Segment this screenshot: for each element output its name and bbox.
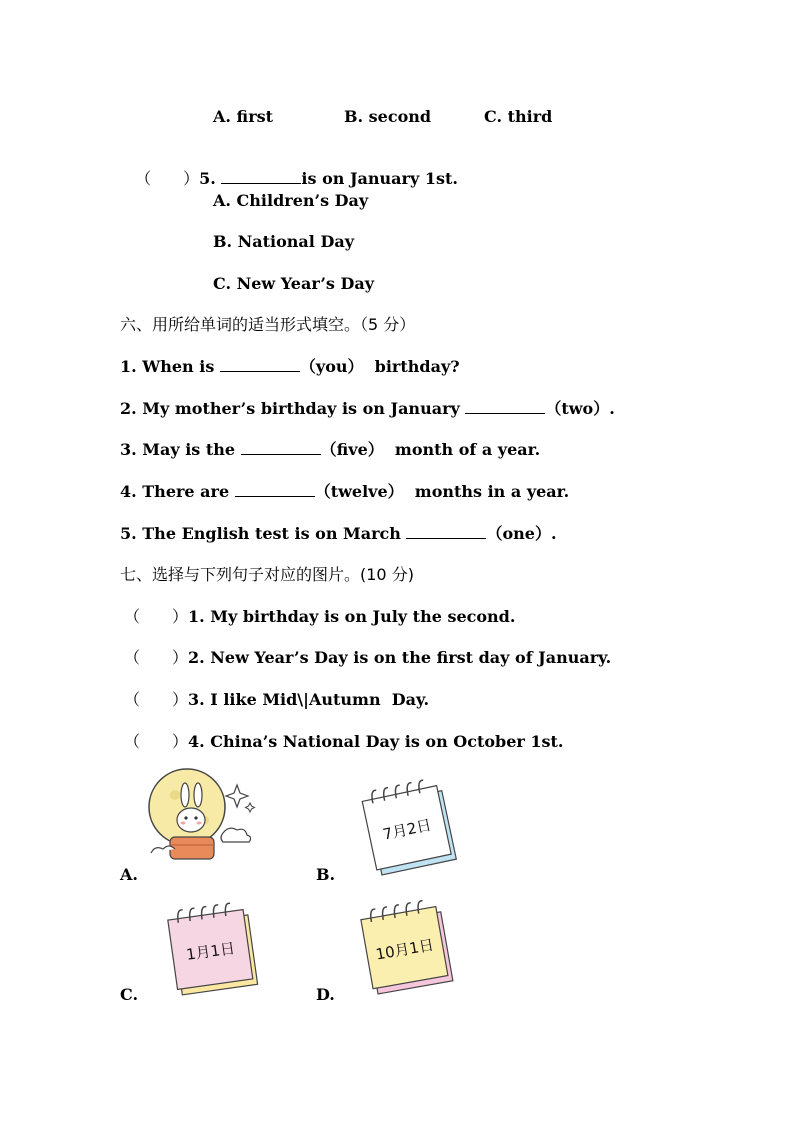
section6-item: 2. My mother’s birthday is on January （two）. [120,399,615,418]
answer-blank[interactable] [465,399,545,414]
q4-option-a: A. first [213,107,274,126]
q5-option-b: B. National Day [213,232,354,251]
section7-item: （ ）1. My birthday is on July the second. [124,607,516,626]
q4-option-c: C. third [484,107,553,126]
section6-title: 六、用所给单词的适当形式填空。（5 分） [120,315,416,334]
q4-option-b: B. second [344,107,432,126]
section7-item: （ ）2. New Year’s Day is on the first day of January. [124,648,612,667]
calendar-date: 10月1日 [374,935,436,964]
section7-item: （ ）3. I like Mid\|Autumn Day. [124,690,430,709]
answer-blank[interactable] [406,524,486,539]
answer-paren[interactable]: （ ） [124,607,189,626]
answer-blank[interactable] [235,482,315,497]
calendar-icon [356,890,460,1000]
calendar-date: 7月2日 [381,815,434,844]
section6-item: 5. The English test is on March （one）. [120,524,557,543]
answer-paren[interactable]: （ ） [124,690,189,709]
picture-label-c: C. [120,985,139,1004]
section7-item: （ ）4. China’s National Day is on October 1st. [124,732,564,751]
answer-paren[interactable]: （ ） [124,732,189,751]
q5-option-a: A. Children’s Day [213,191,369,210]
q5-text: is on January 1st. [301,169,458,188]
q5-question [124,149,458,189]
answer-paren[interactable]: （ ） [135,169,200,188]
picture-label-b: B. [316,865,336,884]
calendar-icon [358,768,462,880]
section6-item: 4. There are （twelve） months in a year. [120,482,570,501]
answer-paren[interactable]: （ ） [124,648,189,667]
picture-label-a: A. [120,865,138,884]
answer-blank[interactable] [221,169,301,184]
answer-blank[interactable] [241,440,321,455]
calendar-date: 1月1日 [185,939,237,964]
q5-option-c: C. New Year’s Day [213,274,375,293]
answer-blank[interactable] [220,357,300,372]
section7-title: 七、选择与下列句子对应的图片。(10 分) [120,565,414,584]
picture-label-d: D. [316,985,335,1004]
section6-item: 3. May is the （five） month of a year. [120,440,541,459]
moon-rabbit-mooncake-icon [145,765,265,870]
section6-item: 1. When is （you） birthday? [120,357,460,376]
calendar-icon [162,892,266,1002]
q5-number: 5. [199,169,216,188]
